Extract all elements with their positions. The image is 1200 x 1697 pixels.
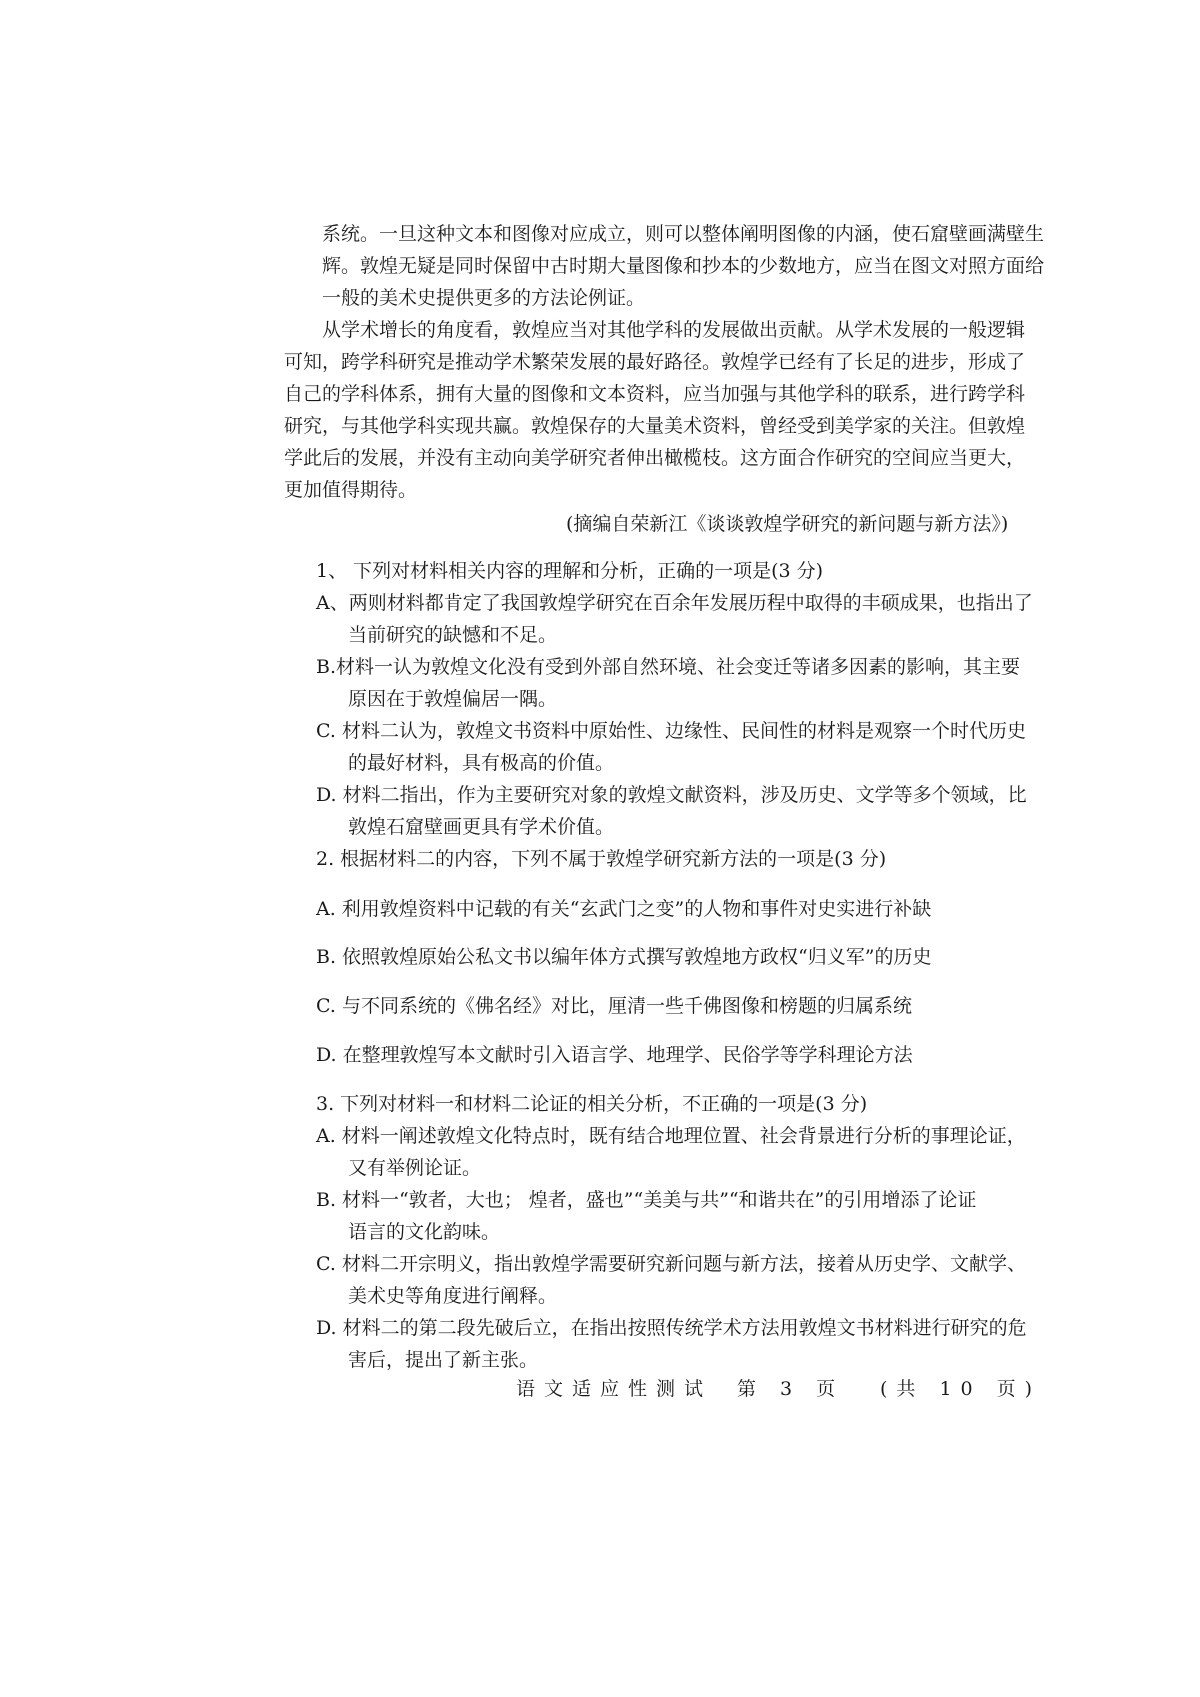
question-1-option-a-cont: 当前研究的缺憾和不足。 bbox=[348, 624, 558, 646]
question-3-option-b: B. 材料一“敦者，大也； 煌者，盛也”“美美与共”“和谐共在”的引用增添了论证 bbox=[316, 1189, 977, 1211]
question-3-option-c: C. 材料二开宗明义，指出敦煌学需要研究新问题与新方法，接着从历史学、文献学、 bbox=[316, 1253, 1026, 1275]
question-3-option-d: D. 材料二的第二段先破后立，在指出按照传统学术方法用敦煌文书材料进行研究的危 bbox=[316, 1317, 1027, 1339]
question-2-option-b: B. 依照敦煌原始公私文书以编年体方式撰写敦煌地方政权“归义军”的历史 bbox=[316, 946, 932, 968]
passage-line: 系统。一旦这种文本和图像对应成立，则可以整体阐明图像的内涵，使石窟壁画满壁生 bbox=[322, 223, 1045, 245]
passage-line: 更加值得期待。 bbox=[284, 479, 418, 501]
passage-line: 学此后的发展，并没有主动向美学研究者伸出橄榄枝。这方面合作研究的空间应当更大， bbox=[284, 447, 1026, 469]
question-3-option-b-cont: 语言的文化韵味。 bbox=[348, 1221, 501, 1243]
question-1-option-b-cont: 原因在于敦煌偏居一隅。 bbox=[348, 688, 558, 710]
question-2-option-d: D. 在整理敦煌写本文献时引入语言学、地理学、民俗学等学科理论方法 bbox=[316, 1044, 913, 1066]
passage-line: 可知，跨学科研究是推动学术繁荣发展的最好路径。敦煌学已经有了长足的进步，形成了 bbox=[284, 351, 1026, 373]
question-2-option-a: A. 利用敦煌资料中记载的有关“玄武门之变”的人物和事件对史实进行补缺 bbox=[316, 898, 932, 920]
question-1-option-c: C. 材料二认为，敦煌文书资料中原始性、边缘性、民间性的材料是观察一个时代历史 bbox=[316, 720, 1026, 742]
question-1-option-d-cont: 敦煌石窟壁画更具有学术价值。 bbox=[348, 816, 615, 838]
question-3-option-d-cont: 害后，提出了新主张。 bbox=[348, 1349, 539, 1371]
footer-total-pages: (共 10 页) bbox=[880, 1378, 1042, 1400]
question-1-stem: 1、 下列对材料相关内容的理解和分析，正确的一项是(3 分) bbox=[316, 560, 824, 582]
footer-page-number: 第 3 页 bbox=[737, 1378, 845, 1400]
question-1-option-b: B.材料一认为敦煌文化没有受到外部自然环境、社会变迁等诸多因素的影响，其主要 bbox=[316, 656, 1021, 678]
passage-line: 从学术增长的角度看，敦煌应当对其他学科的发展做出贡献。从学术发展的一般逻辑 bbox=[322, 319, 1026, 341]
question-3-stem: 3. 下列对材料一和材料二论证的相关分析，不正确的一项是(3 分) bbox=[316, 1093, 868, 1115]
passage-line: 自己的学科体系，拥有大量的图像和文本资料，应当加强与其他学科的联系，进行跨学科 bbox=[284, 383, 1026, 405]
question-2-stem: 2. 根据材料二的内容，下列不属于敦煌学研究新方法的一项是(3 分) bbox=[316, 848, 887, 870]
passage-line: 辉。敦煌无疑是同时保留中古时期大量图像和抄本的少数地方，应当在图文对照方面给 bbox=[322, 255, 1045, 277]
footer-subject: 语文适应性测试 bbox=[516, 1378, 713, 1400]
question-3-option-a-cont: 又有举例论证。 bbox=[348, 1157, 482, 1179]
passage-line: 研究，与其他学科实现共赢。敦煌保存的大量美术资料，曾经受到美学家的关注。但敦煌 bbox=[284, 415, 1026, 437]
question-2-option-c: C. 与不同系统的《佛名经》对比，厘清一些千佛图像和榜题的归属系统 bbox=[316, 995, 912, 1017]
question-1-option-a: A、两则材料都肯定了我国敦煌学研究在百余年发展历程中取得的丰硕成果，也指出了 bbox=[316, 592, 1033, 614]
passage-line: 一般的美术史提供更多的方法论例证。 bbox=[322, 287, 646, 309]
passage-source: (摘编自荣新江《谈谈敦煌学研究的新问题与新方法》) bbox=[566, 513, 1009, 535]
question-3-option-c-cont: 美术史等角度进行阐释。 bbox=[348, 1285, 558, 1307]
question-1-option-d: D. 材料二指出，作为主要研究对象的敦煌文献资料，涉及历史、文学等多个领域，比 bbox=[316, 784, 1027, 806]
question-3-option-a: A. 材料一阐述敦煌文化特点时，既有结合地理位置、社会背景进行分析的事理论证， bbox=[316, 1125, 1026, 1147]
question-1-option-c-cont: 的最好材料，具有极高的价值。 bbox=[348, 752, 615, 774]
